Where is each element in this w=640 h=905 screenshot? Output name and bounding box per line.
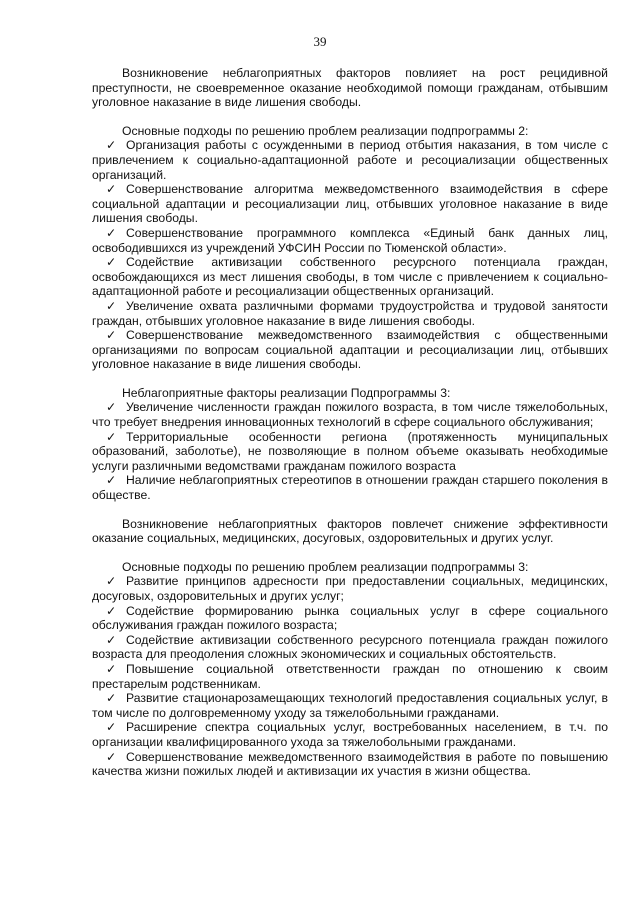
bullet-item bbox=[92, 138, 608, 182]
bullet-item bbox=[92, 662, 608, 691]
checkmark-icon: ✓ bbox=[106, 574, 117, 589]
paragraph-text: Наличие неблагоприятных стереотипов в отношении граждан старшего поколения в обществе. bbox=[92, 473, 608, 503]
checkmark-icon: ✓ bbox=[106, 429, 117, 444]
bullet-item bbox=[92, 400, 608, 429]
paragraph-text: Содействие активизации собственного ресурсного потенциала граждан, освобождающихся из мест лишения свободы, в том числе с привлечением к социально-адаптационной работе и ресоциализации общественных организаций. bbox=[92, 255, 608, 299]
checkmark-icon: ✓ bbox=[106, 138, 117, 153]
bullet-item bbox=[92, 182, 608, 226]
bullet-item bbox=[92, 473, 608, 502]
bullet-item bbox=[92, 328, 608, 372]
checkmark-icon: ✓ bbox=[106, 691, 117, 706]
paragraph-text: Основные подходы по решению проблем реализации подпрограммы 2: bbox=[122, 123, 529, 138]
bullet-item bbox=[92, 255, 608, 299]
paragraph-text: Совершенствование алгоритма межведомственного взаимодействия в сфере социальной адаптации и ресоциализации лиц, отбывших уголовное наказание в виде лишения свободы. bbox=[92, 182, 608, 226]
paragraph-text: Неблагоприятные факторы реализации Подпрограммы 3: bbox=[122, 385, 451, 400]
paragraph-text: Возникновение неблагоприятных факторов повлияет на рост рецидивной преступности, не своевременное оказание необходимой помощи гражданам, отбывшим уголовное наказание в виде лишения свободы. bbox=[92, 66, 608, 110]
paragraph-text: Увеличение охвата различными формами трудоустройства и трудовой занятости граждан, отбывших уголовное наказание в виде лишения свободы. bbox=[92, 298, 608, 328]
paragraph-text: Содействие формированию рынка социальных услуг в сфере социального обслуживания граждан пожилого возраста; bbox=[92, 603, 608, 633]
paragraph-text: Совершенствование межведомственного взаимодействия в работе по повышению качества жизни пожилых людей и активизации их участия в жизни общества. bbox=[92, 749, 608, 779]
paragraph-text: Основные подходы по решению проблем реализации подпрограммы 3: bbox=[122, 559, 529, 574]
checkmark-icon: ✓ bbox=[106, 603, 117, 618]
paragraph-text: Увеличение численности граждан пожилого возраста, в том числе тяжелобольных, что требует внедрения инновационных технологий в сфере социального обслуживания; bbox=[92, 400, 608, 430]
paragraph-text: Возникновение неблагоприятных факторов повлечет снижение эффективности оказание социальных, медицинских, досуговых, оздоровительных и других услуг. bbox=[92, 516, 608, 546]
paragraph bbox=[92, 517, 608, 546]
paragraph-text: Развитие стационарозамещающих технологий предоставления социальных услуг, в том числе по долговременному уходу за тяжелобольными гражданами. bbox=[92, 691, 608, 720]
paragraph bbox=[92, 386, 608, 401]
paragraph-gap bbox=[92, 503, 608, 517]
bullet-item bbox=[92, 691, 608, 720]
paragraph-gap bbox=[92, 110, 608, 124]
bullet-item bbox=[92, 720, 608, 749]
paragraph-text: Расширение спектра социальных услуг, востребованных населением, в т.ч. по организации квалифицированного ухода за тяжелобольными гражданами. bbox=[92, 720, 608, 749]
paragraph-text: Развитие принципов адресности при предоставлении социальных, медицинских, досуговых, оздоровительных и других услуг; bbox=[92, 574, 608, 603]
checkmark-icon: ✓ bbox=[106, 400, 117, 415]
checkmark-icon: ✓ bbox=[106, 720, 117, 735]
checkmark-icon: ✓ bbox=[106, 661, 117, 676]
checkmark-icon: ✓ bbox=[106, 749, 117, 764]
checkmark-icon: ✓ bbox=[106, 298, 117, 313]
checkmark-icon: ✓ bbox=[106, 225, 117, 240]
paragraph-gap bbox=[92, 372, 608, 386]
bullet-item bbox=[92, 226, 608, 255]
paragraph-text: Территориальные особенности региона (протяженность муниципальных образований, заболотье), не позволяющие в полном объеме оказывать необходимые услуги различными ведомствами гражданам пожилого возраста bbox=[92, 429, 608, 473]
checkmark-icon: ✓ bbox=[106, 328, 117, 343]
checkmark-icon: ✓ bbox=[106, 182, 117, 197]
bullet-item bbox=[92, 604, 608, 633]
paragraph-text: Организация работы с осужденными в период отбытия наказания, в том числе с привлечением к социально-адаптационной работе и ресоциализации общественных организаций. bbox=[92, 138, 608, 182]
paragraph-text: Повышение социальной ответственности граждан по отношению к своим престарелым родственникам. bbox=[92, 661, 608, 691]
bullet-item bbox=[92, 430, 608, 474]
page-number: 39 bbox=[313, 34, 327, 49]
paragraph bbox=[92, 124, 608, 139]
paragraph-text: Совершенствование программного комплекса «Единый банк данных лиц, освободившихся из учреждений УФСИН России по Тюменской области». bbox=[92, 225, 608, 255]
bullet-item bbox=[92, 633, 608, 662]
paragraph bbox=[92, 66, 608, 110]
checkmark-icon: ✓ bbox=[106, 632, 117, 647]
checkmark-icon: ✓ bbox=[106, 473, 117, 488]
bullet-item bbox=[92, 750, 608, 779]
paragraph-gap bbox=[92, 546, 608, 560]
document-body bbox=[92, 66, 608, 779]
bullet-item bbox=[92, 299, 608, 328]
paragraph-text: Содействие активизации собственного ресурсного потенциала граждан пожилого возраста для преодоления сложных экономических и социальных обстоятельств. bbox=[92, 632, 608, 662]
bullet-item bbox=[92, 574, 608, 603]
paragraph bbox=[92, 560, 608, 575]
checkmark-icon: ✓ bbox=[106, 255, 117, 270]
paragraph-text: Совершенствование межведомственного взаимодействия с общественными организациями по вопросам социальной адаптации и ресоциализации лиц, отбывших уголовное наказание в виде лишения свободы. bbox=[92, 328, 608, 372]
